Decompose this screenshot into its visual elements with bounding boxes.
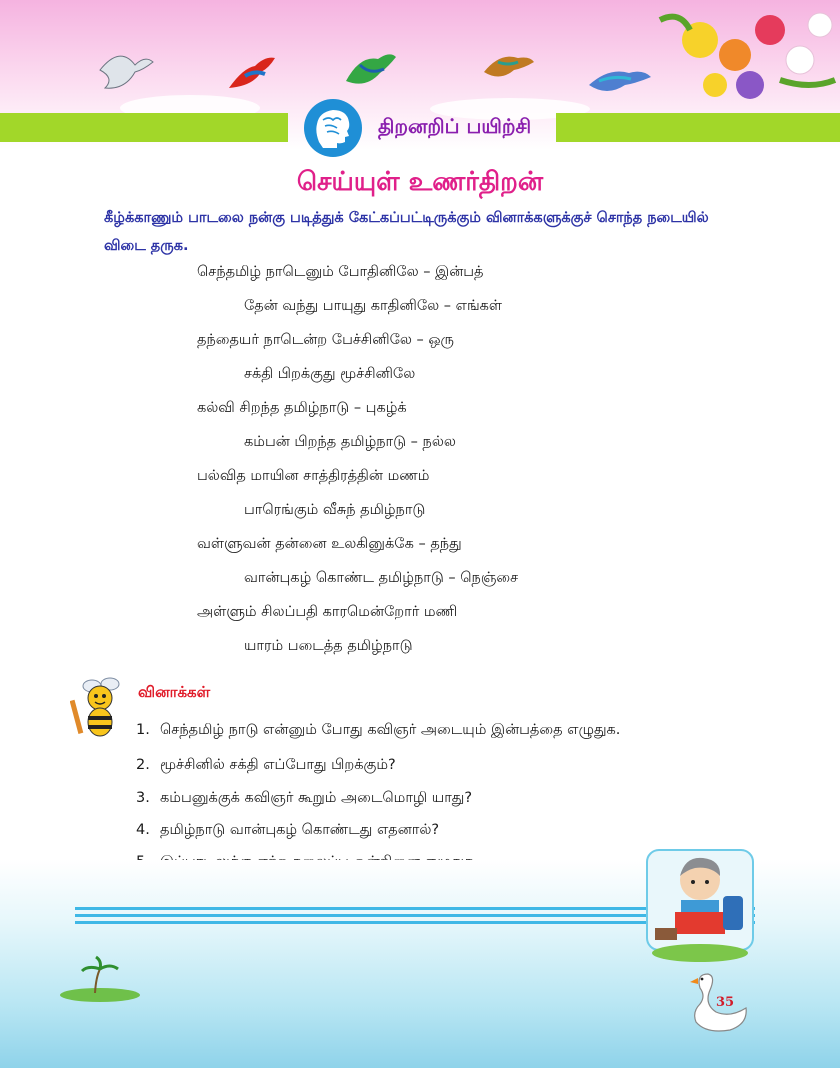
poem-line: வான்புகழ் கொண்ட தமிழ்நாடு – நெஞ்சை	[244, 570, 519, 586]
questions-heading: வினாக்கள்	[138, 683, 211, 701]
question-text: மூச்சினில் சக்தி எப்போது பிறக்கும்?	[160, 757, 396, 773]
question-text: செந்தமிழ் நாடு என்னும் போது கவிஞர் அடையும் இன்பத்தை எழுதுக.	[160, 722, 621, 738]
child-reading-icon	[645, 848, 755, 963]
poem-line: யாரம் படைத்த தமிழ்நாடு	[244, 638, 413, 654]
bird-icon	[95, 40, 155, 95]
question-text: கம்பனுக்குக் கவிஞர் கூறும் அடைமொழி யாது?	[160, 790, 473, 806]
question-item	[136, 790, 472, 808]
question-item	[136, 722, 620, 740]
poem-line: கம்பன் பிறந்த தமிழ்நாடு – நல்ல	[244, 434, 456, 450]
poem-line: கல்வி சிறந்த தமிழ்நாடு – புகழ்க்	[197, 400, 407, 416]
header-bar-right	[556, 113, 840, 142]
question-item	[136, 757, 396, 775]
island-icon	[40, 955, 160, 1005]
question-number: 2.	[136, 757, 150, 773]
section-title: திறனறிப் பயிற்சி	[378, 114, 532, 138]
question-text: தமிழ்நாடு வான்புகழ் கொண்டது எதனால்?	[160, 822, 440, 838]
poem-line: தந்தையர் நாடென்ற பேச்சினிலே – ஒரு	[197, 332, 454, 348]
question-number: 4.	[136, 822, 150, 838]
bird-icon	[478, 42, 538, 87]
poem-line: வள்ளுவன் தன்னை உலகினுக்கே – தந்து	[197, 536, 462, 552]
instruction-text: கீழ்க்காணும் பாடலை நன்கு படித்துக் கேட்கப்பட்டிருக்கும் வினாக்களுக்குச் சொந்த நடையில் விடை தருக.	[104, 210, 709, 254]
question-number: 3.	[136, 790, 150, 806]
brain-head-icon	[303, 98, 363, 158]
bird-icon	[225, 48, 280, 93]
bee-pencil-icon	[70, 672, 130, 742]
page-title: செய்யுள் உணர்திறன்	[296, 167, 544, 197]
question-number: 1.	[136, 722, 150, 738]
poem-line: செந்தமிழ் நாடெனும் போதினிலே – இன்பத்	[197, 264, 484, 280]
flowers-decoration	[640, 0, 840, 110]
question-item	[136, 822, 439, 840]
poem-line: அள்ளும் சிலப்பதி காரமென்றோர் மணி	[197, 604, 458, 620]
poem-line: பாரெங்கும் வீசுந் தமிழ்நாடு	[244, 502, 426, 518]
page-number: 35	[716, 995, 735, 1010]
poem-line: பல்வித மாயின சாத்திரத்தின் மணம்	[197, 468, 430, 484]
bird-icon	[340, 45, 400, 95]
poem-line: சக்தி பிறக்குது மூச்சினிலே	[244, 366, 416, 382]
poem-line: தேன் வந்து பாயுது காதினிலே – எங்கள்	[244, 298, 503, 314]
header-bar-left	[0, 113, 288, 142]
